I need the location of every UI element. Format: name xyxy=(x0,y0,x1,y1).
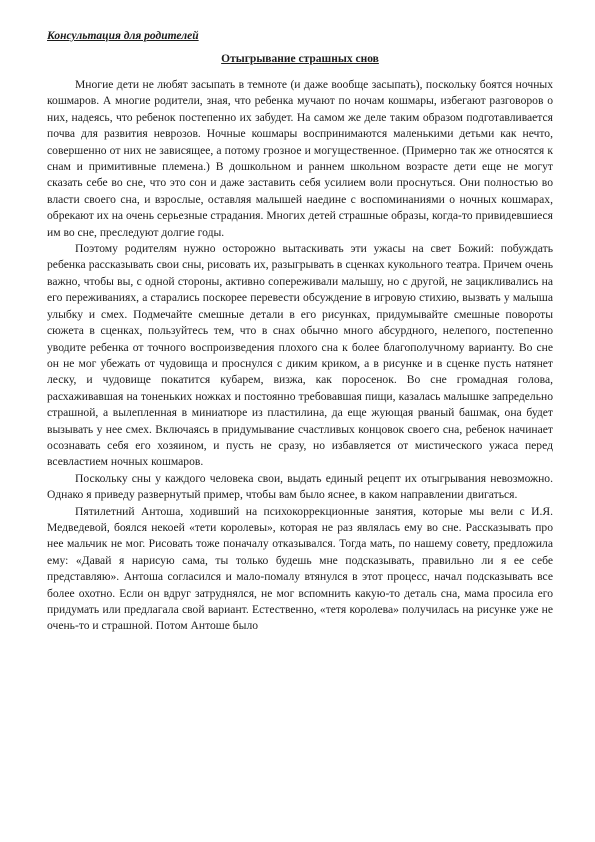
paragraph: Поэтому родителям нужно осторожно вытаскивать эти ужасы на свет Божий: побуждать ребенка рассказывать свои сны, рисовать их, разыгрывать в сценках кукольного театра. Причем очень важно, чтобы вы, с одной стороны, активно сопереживали малышу, но с другой, не зацикливались на его переживаниях, а старались поскорее перевести обсуждение в игровую стихию, вызвать у малыша улыбку и смех. Подмечайте смешные детали в его рисунках, придумывайте смешные повороты сюжета в сценках, пользуйтесь тем, что в снах обычно много абсурдного, нелепого, постепенно уводите ребенка от точного воспроизведения плохого сна к более благополучному варианту. Во сне он не мог убежать от чудовища и проснулся с диким криком, а в рисунке и в сценке пусть натянет леску, и чудовище покатится кубарем, визжа, как поросенок. Во сне громадная голова, расхаживавшая на тоненьких ножках и постоянно требовавшая пищи, казалась малышке запредельно страшной, а вылепленная в миниатюре из пластилина, да еще жующая рваный башмак, она будет вызывать у нее смех. Включаясь в придумывание счастливых концовок своего сна, ребенок начинает осознавать себя его хозяином, и пусть не сразу, но избавляется от мистического ужаса перед всевластием ночных кошмаров. xyxy=(47,242,553,469)
paragraph: Многие дети не любят засыпать в темноте (и даже вообще засыпать), поскольку боятся ночных кошмаров. А многие родители, зная, что ребенка мучают по ночам кошмары, избегают разговоров о них, надеясь, что ребенок постепенно их забудет. На самом же деле таким образом подготавливается почва для развития неврозов. Ночные кошмары воспринимаются маленькими детьми как нечто, совершенно от них не зависящее, а потому грозное и могущественное. (Примерно так же относятся к снам и примитивные племена.) В дошкольном и раннем школьном возрасте дети еще не могут сказать себе во сне, что это сон и даже заставить себя усилием воли проснуться. Они полностью во власти своего сна, и взрослые, оставляя малышей наедине с воспоминаниями о ночных кошмарах, обрекают их на очень серьезные страдания. Многих детей страшные образы, когда-то привидевшиеся им во сне, преследуют долгие годы. xyxy=(47,78,553,239)
paragraph: Пятилетний Антоша, ходивший на психокоррекционные занятия, которые мы вели с И.Я. Медведевой, боялся некоей «тети королевы», которая не раз являлась ему во сне. Рассказывать про нее мальчик не мог. Рисовать тоже поначалу отказывался. Тогда мать, по нашему совету, предложила ему: «Давай я нарисую сама, ты только будешь мне подсказывать, правильно ли я ее себе представляю». Антоша согласился и мало-помалу втянулся в этот процесс, начал подсказывать все более охотно. Если он вдруг затруднялся, не мог вспомнить какую-то деталь сна, мама просила его придумать или предлагала свой вариант. Естественно, «тетя королева» получилась на рисунке уже не очень-то и страшной. Потом Антоше было xyxy=(47,504,553,633)
consultation-header-label: Консультация для родителей xyxy=(47,30,199,42)
document-body xyxy=(47,77,553,635)
paragraph: Поскольку сны у каждого человека свои, выдать единый рецепт их отыгрывания невозможно. Однако я приведу развернутый пример, чтобы вам было яснее, в каком направлении двигаться. xyxy=(47,471,553,502)
document-page xyxy=(47,29,553,635)
document-title: Отыгрывание страшных снов xyxy=(221,53,379,65)
